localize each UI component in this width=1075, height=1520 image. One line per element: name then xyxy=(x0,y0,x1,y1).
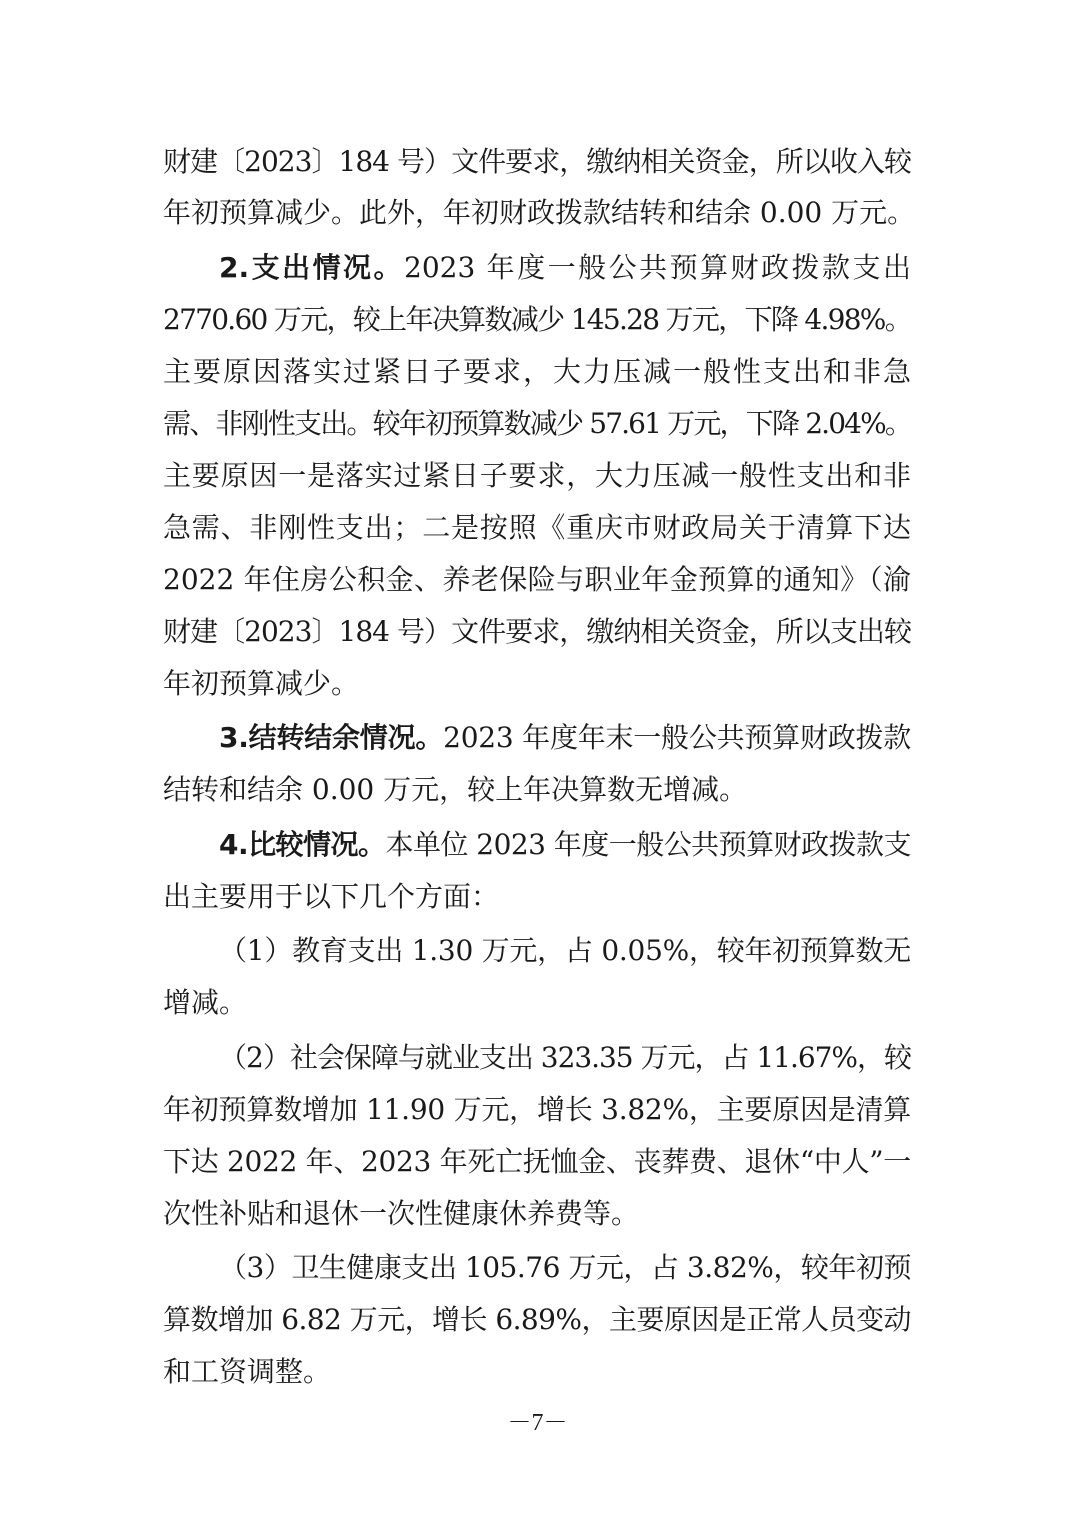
text-line: 年初预算减少。 xyxy=(163,667,360,700)
section-heading: 3.结转结余情况。 xyxy=(219,721,444,754)
text-line: 2022 年住房公积金、养老保险与职业年金预算的通知》（渝 xyxy=(163,563,911,596)
text-line: 财建〔2023〕184 号）文件要求，缴纳相关资金，所以收入较 xyxy=(163,145,911,178)
list-item-line: （3）卫生健康支出 105.76 万元，占 3.82%，较年初预 xyxy=(219,1251,911,1284)
text-line: 财建〔2023〕184 号）文件要求，缴纳相关资金，所以支出较 xyxy=(163,615,911,648)
text-line: 结转和结余 0.00 万元，较上年决算数无增减。 xyxy=(163,773,748,806)
text-line: 次性补贴和退休一次性健康休养费等。 xyxy=(163,1197,640,1230)
text-line: 出主要用于以下几个方面： xyxy=(163,880,500,913)
text-line: 年初预算减少。此外，年初财政拨款结转和结余 0.00 万元。 xyxy=(163,196,916,229)
text-line: 算数增加 6.82 万元，增长 6.89%，主要原因是正常人员变动 xyxy=(163,1303,911,1336)
list-item-line: （2）社会保障与就业支出 323.35 万元，占 11.67%，较 xyxy=(219,1041,911,1074)
text-line: 2770.60 万元，较上年决算数减少 145.28 万元，下降 4.98%。 xyxy=(163,303,911,336)
text-line: 急需、非刚性支出；二是按照《重庆市财政局关于清算下达 xyxy=(163,511,911,544)
list-item-line: （1）教育支出 1.30 万元，占 0.05%，较年初预算数无 xyxy=(219,934,911,967)
page-number: －7－ xyxy=(507,1410,568,1436)
section-heading-line: 3.结转结余情况。2023 年度年末一般公共预算财政拨款 xyxy=(219,721,912,754)
text-line: 主要原因落实过紧日子要求，大力压减一般性支出和非急 xyxy=(163,355,911,388)
section-heading-line: 2.支出情况。2023 年度一般公共预算财政拨款支出 xyxy=(219,251,911,284)
text-line: 需、非刚性支出。较年初预算数减少 57.61 万元，下降 2.04%。 xyxy=(163,407,911,440)
text-line: 增减。 xyxy=(163,986,248,1019)
section-heading-line: 4.比较情况。本单位 2023 年度一般公共预算财政拨款支 xyxy=(219,828,911,861)
text-line: 下达 2022 年、2023 年死亡抚恤金、丧葬费、退休“中人”一 xyxy=(163,1145,911,1178)
text-line: 主要原因一是落实过紧日子要求，大力压减一般性支出和非 xyxy=(163,459,911,492)
text-line: 和工资调整。 xyxy=(163,1355,332,1388)
text-line: 年初预算数增加 11.90 万元，增长 3.82%，主要原因是清算 xyxy=(163,1093,911,1126)
section-heading: 4.比较情况。 xyxy=(219,828,386,861)
section-heading: 2.支出情况。 xyxy=(219,251,405,284)
